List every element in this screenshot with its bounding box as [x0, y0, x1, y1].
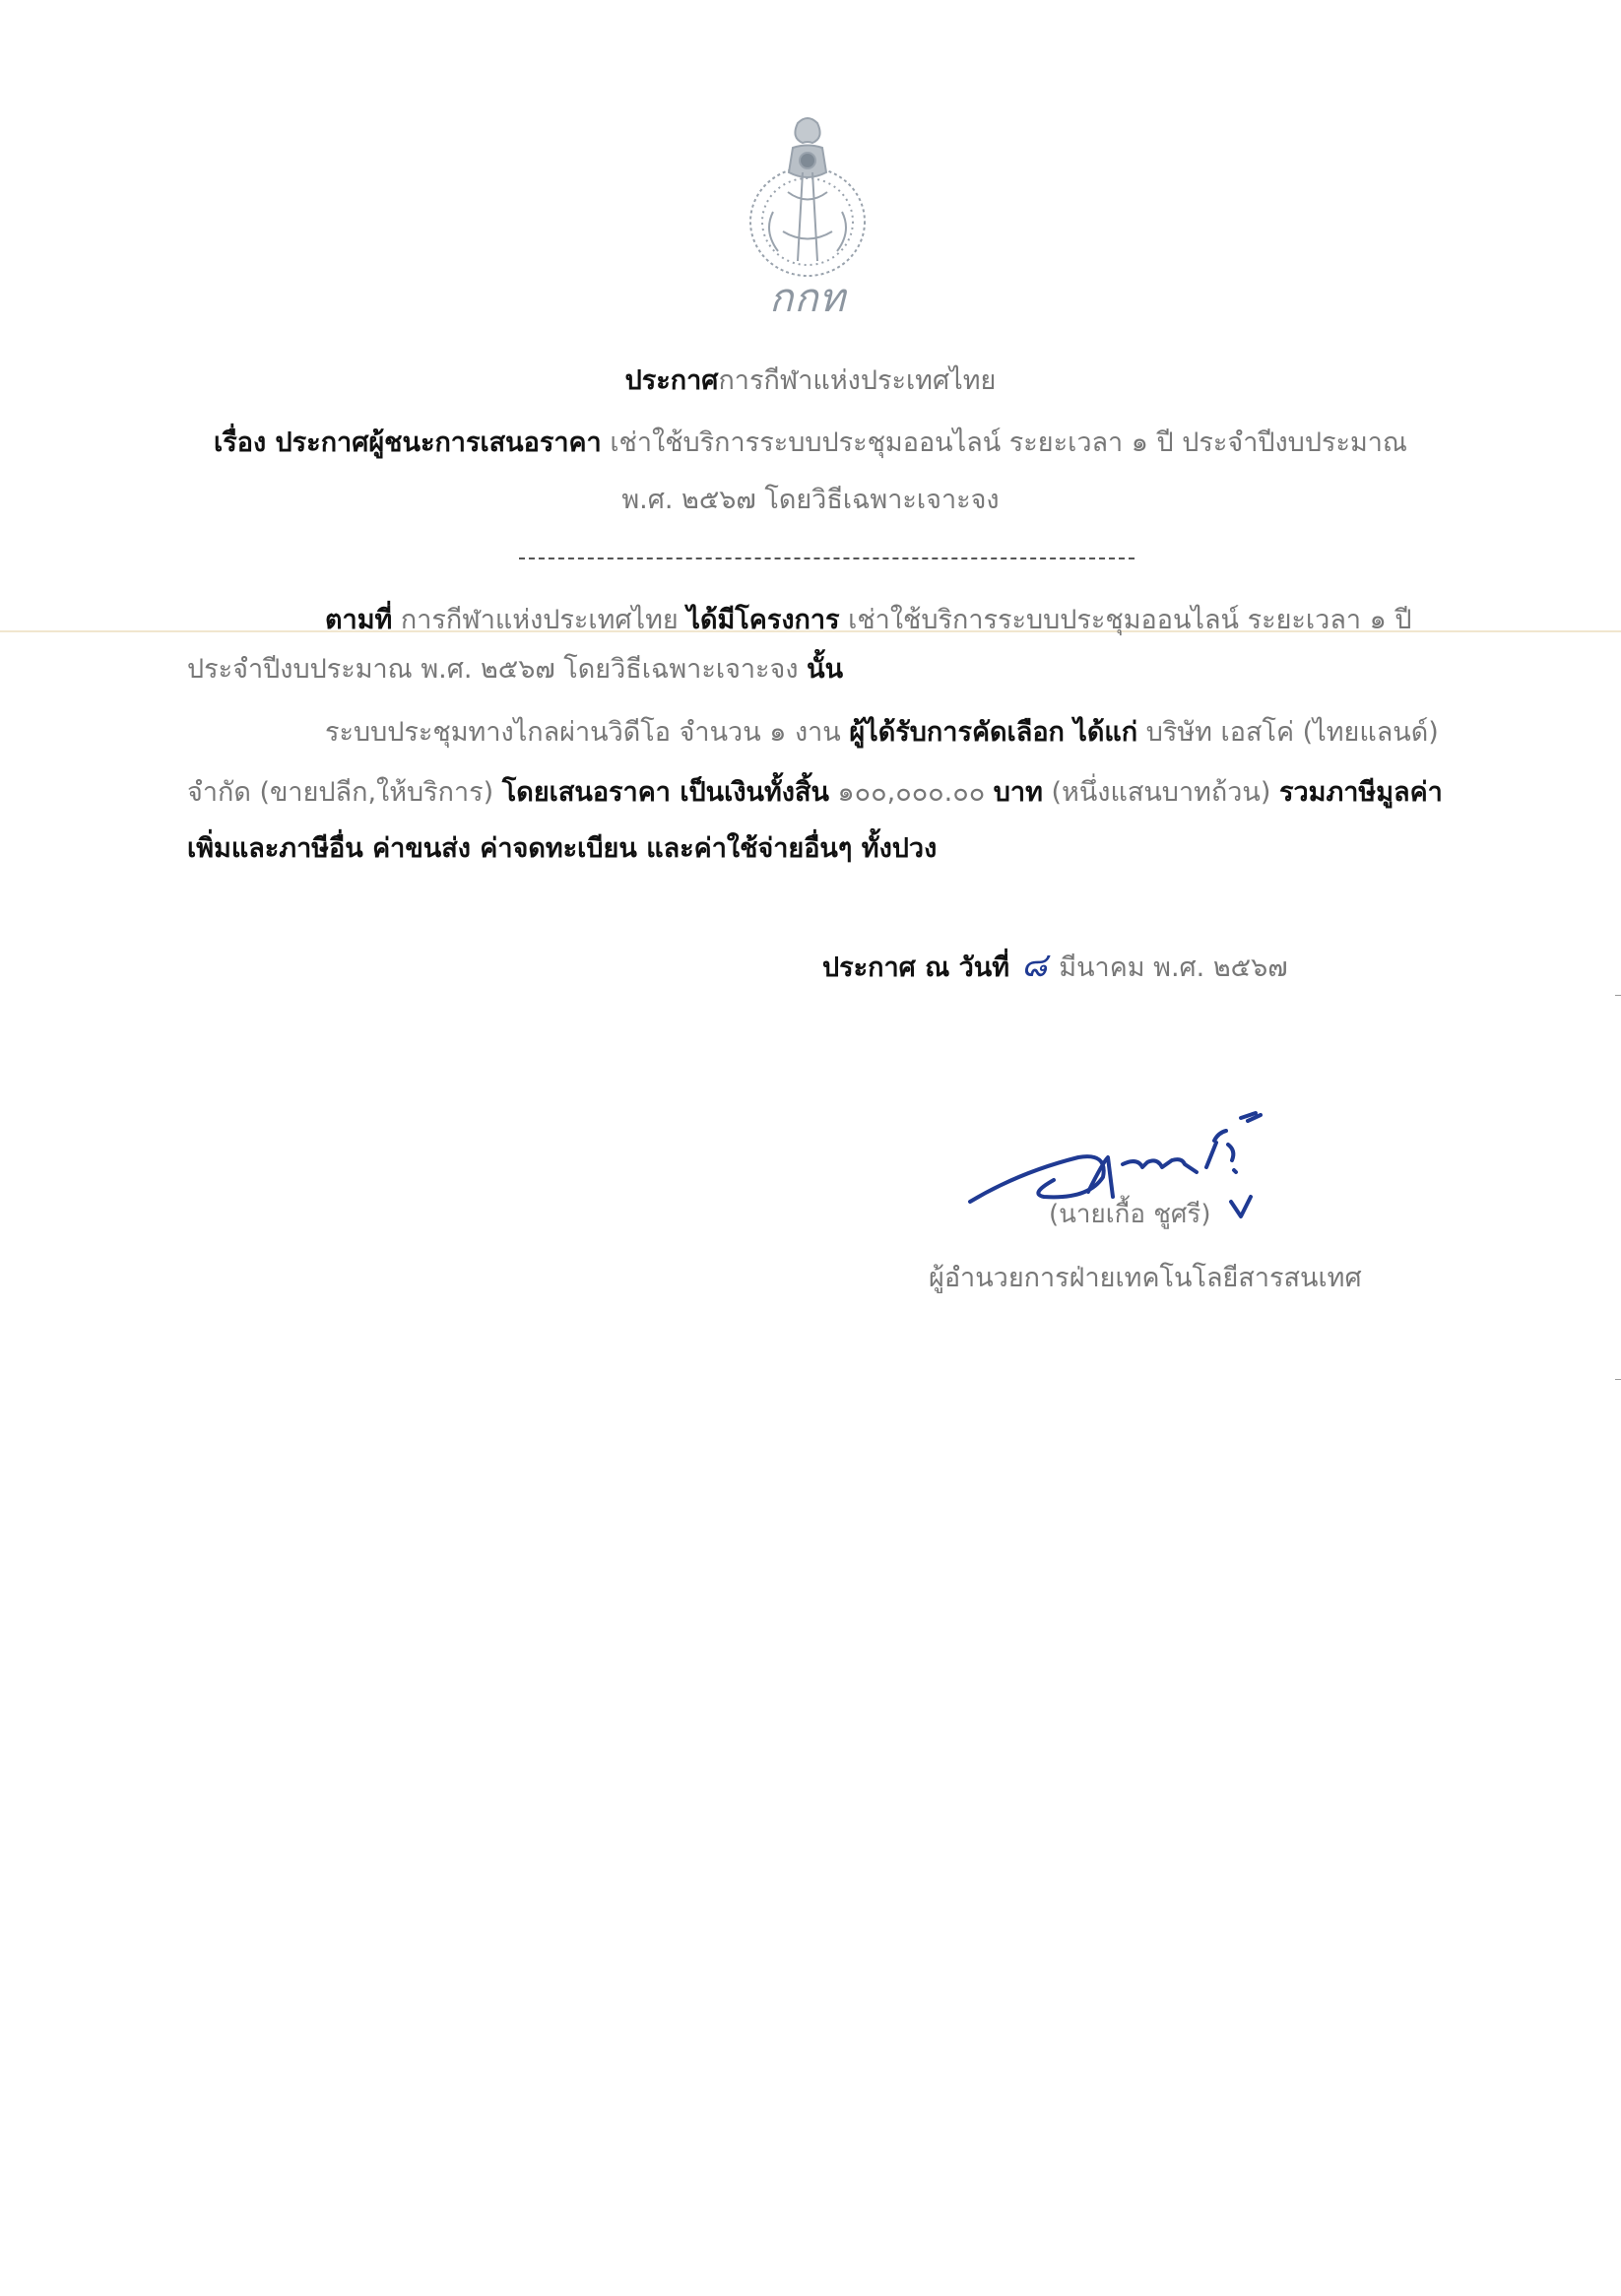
body-line-5: เพิ่มและภาษีอื่น ค่าขนส่ง ค่าจดทะเบียน และค่าใช้จ่ายอื่นๆ ทั้งปวง — [187, 833, 938, 864]
body-text: รวมภาษีมูลค่า — [1279, 777, 1443, 808]
body-text: บริษัท เอสโค่ (ไทยแลนด์) — [1145, 717, 1439, 748]
sports-authority-seal — [744, 89, 872, 321]
heading-label: ประกาศ — [624, 365, 719, 396]
announcement-date — [822, 946, 1288, 988]
body-text: ผู้ได้รับการคัดเลือก ได้แก่ — [849, 717, 1138, 748]
dashed-divider — [519, 558, 1135, 559]
heading-organization: การกีฬาแห่งประเทศไทย — [718, 365, 997, 396]
date-prefix: ประกาศ ณ วันที่ — [822, 952, 1010, 983]
body-text: นั้น — [807, 654, 844, 685]
subject-continuation: พ.ศ. ๒๕๖๗ โดยวิธีเฉพาะเจาะจง — [621, 485, 1000, 515]
body-text: (หนึ่งแสนบาทถ้วน) — [1051, 777, 1271, 808]
body-text: ๑๐๐,๐๐๐.๐๐ — [837, 777, 986, 808]
body-text: เช่าใช้บริการระบบประชุมออนไลน์ ระยะเวลา ๑ ปี — [848, 605, 1412, 635]
body-text: การกีฬาแห่งประเทศไทย — [400, 605, 679, 635]
body-text: โดยเสนอราคา เป็นเงินทั้งสิ้น — [501, 777, 829, 808]
body-text: ประจำปีงบประมาณ พ.ศ. ๒๕๖๗ โดยวิธีเฉพาะเจาะจง — [187, 654, 799, 685]
body-line-1 — [325, 601, 1411, 640]
date-day: ๘ — [1021, 946, 1048, 985]
subject-detail: เช่าใช้บริการระบบประชุมออนไลน์ ระยะเวลา ๑ ปี ประจำปีงบประมาณ — [610, 427, 1407, 458]
edge-mark — [1615, 1379, 1621, 1380]
edge-mark — [1615, 995, 1621, 996]
body-line-4 — [187, 773, 1443, 813]
signatory-name: (นายเกื้อ ชูศรี) — [1049, 1200, 1211, 1229]
seal-lettering: กกท — [769, 276, 846, 321]
body-text: ได้มีโครงการ — [686, 605, 840, 635]
body-text: ตามที่ — [325, 605, 393, 635]
announcement-subject — [0, 424, 1621, 463]
body-line-2 — [187, 650, 843, 689]
date-month-year: มีนาคม พ.ศ. ๒๕๖๗ — [1059, 952, 1288, 983]
body-text: จำกัด (ขายปลีก,ให้บริการ) — [187, 777, 494, 808]
subject-label: เรื่อง ประกาศผู้ชนะการเสนอราคา — [214, 427, 602, 458]
body-text: บาท — [993, 777, 1043, 808]
signatory-title: ผู้อำนวยการฝ่ายเทคโนโลยีสารสนเทศ — [929, 1263, 1362, 1293]
announcement-heading — [0, 361, 1621, 401]
body-line-3 — [325, 713, 1439, 753]
body-text: ระบบประชุมทางไกลผ่านวิดีโอ จำนวน ๑ งาน — [325, 717, 841, 748]
